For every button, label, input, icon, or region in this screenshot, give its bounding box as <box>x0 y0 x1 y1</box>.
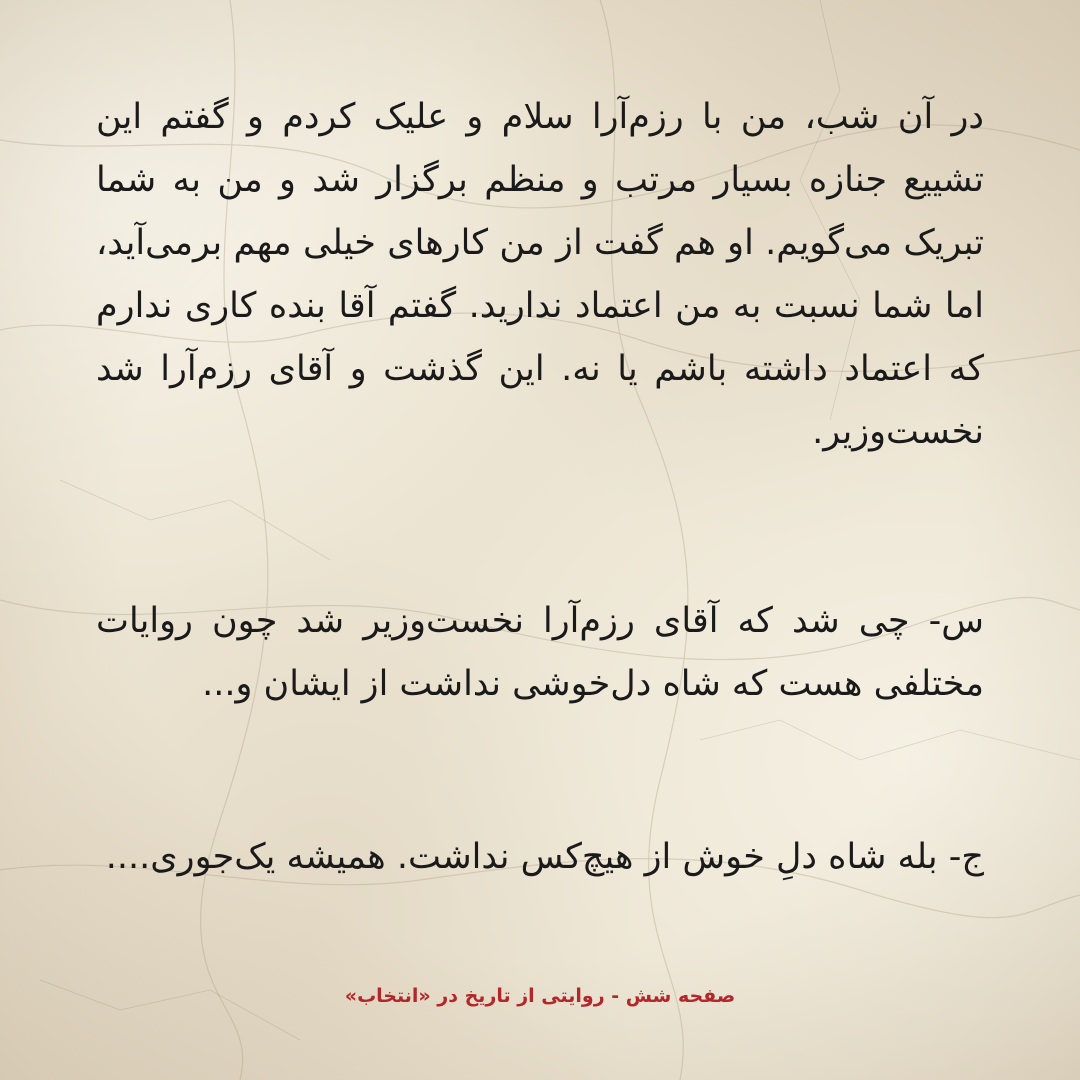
paper-crease <box>60 480 330 560</box>
question-paragraph: س- چی شد که آقای رزم‌آرا نخست‌وزیر شد چون روایات مختلفی هست که شاه دل‌خوشی نداشت از ایشان و... <box>96 601 984 704</box>
answer-paragraph: ج- بله شاه دلِ خوش از هیچ‌کس نداشت. همیشه یک‌جوری.... <box>105 837 984 877</box>
page-caption: صفحه شش - روایتی از تاریخ در «انتخاب» <box>344 985 736 1007</box>
paper-crease <box>700 720 1080 760</box>
body-paragraph: در آن شب، من با رزم‌آرا سلام و علیک کردم و گفتم این تشییع جنازه بسیار مرتب و منظم برگزار شد و من به شما تبریک می‌گویم. او هم گفت از من کارهای خیلی مهم برمی‌آید، اما شما نسبت به من اعتماد ندارید. گفتم آقا بنده کاری ندارم که اعتماد داشته باشم یا نه. این گذشت و آقای رزم‌آرا شد نخست‌وزیر. <box>96 97 984 452</box>
